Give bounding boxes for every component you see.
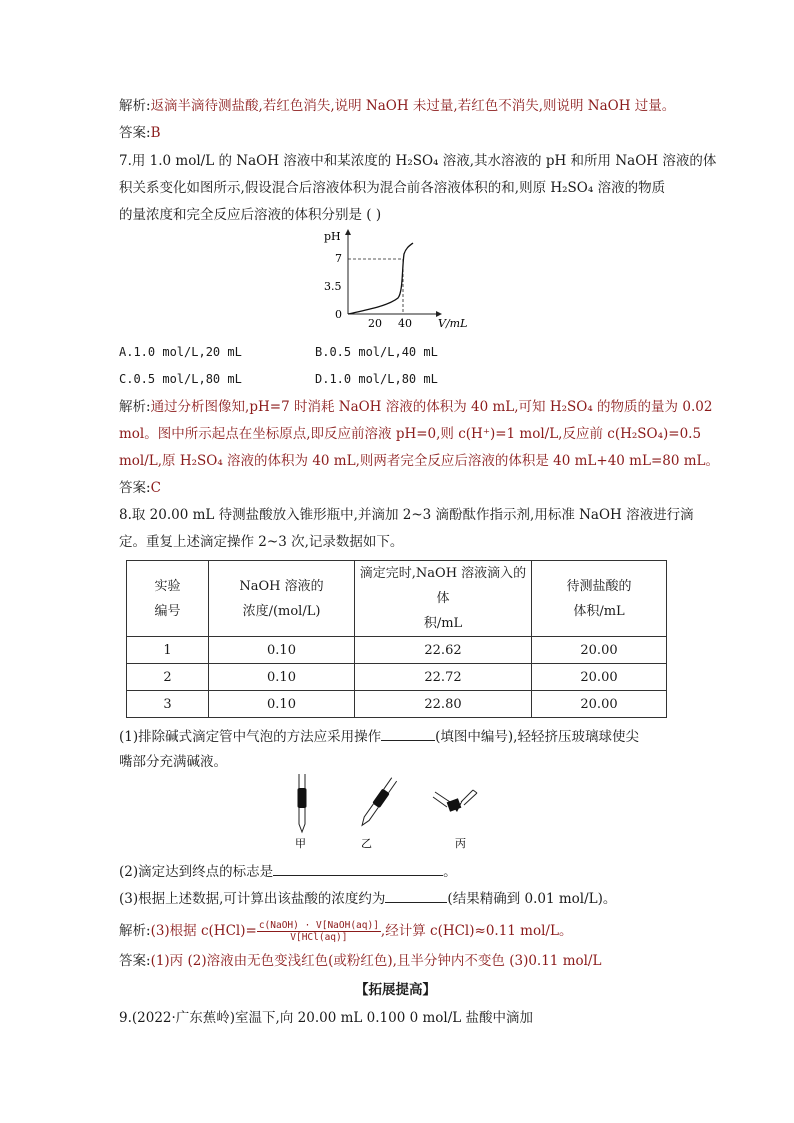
y-tick-3.5: 3.5 xyxy=(324,280,342,293)
answer-label: 答案: xyxy=(119,125,151,141)
answer-label: 答案: xyxy=(119,953,151,969)
q8-sub1-line1: (1)排除碱式滴定管中气泡的方法应采用操作 (填图中编号),轻轻挤压玻璃球使尖 xyxy=(119,725,639,747)
option-c: C.0.5 mol/L,80 mL xyxy=(119,372,242,386)
q8-line1: 8.取 20.00 mL 待测盐酸放入锥形瓶中,并滴加 2~3 滴酚酞作指示剂,用标准 NaOH 溶液进行滴 xyxy=(119,507,694,523)
answer-value: C xyxy=(150,480,161,496)
table-header-cell: 待测盐酸的 体积/mL xyxy=(532,561,667,637)
table-cell: 1 xyxy=(127,637,209,664)
table-cell: 22.72 xyxy=(355,664,532,691)
y-tick-7: 7 xyxy=(335,252,342,265)
burette-operation-figures xyxy=(285,772,495,852)
q8-answer xyxy=(119,951,601,971)
q8-sub1-line2: 嘴部分充满碱液。 xyxy=(119,754,227,770)
analysis-label: 解析: xyxy=(119,923,151,939)
q7-line2: 积关系变化如图所示,假设混合后溶液体积为混合前各溶液体积的和,则原 H₂SO₄ 溶液的物质 xyxy=(119,180,666,196)
option-d: D.1.0 mol/L,80 mL xyxy=(315,372,438,386)
analysis-label: 解析: xyxy=(119,399,151,415)
x-tick-40: 40 xyxy=(398,317,412,330)
burette-jia xyxy=(298,774,307,832)
answer-value: B xyxy=(150,125,161,141)
q8-sub2: (2)滴定达到终点的标志是 。 xyxy=(119,860,457,882)
q7-answer xyxy=(119,478,161,498)
burette-yi xyxy=(358,777,397,828)
table-cell: 0.10 xyxy=(209,637,355,664)
option-b: B.0.5 mol/L,40 mL xyxy=(315,345,438,359)
analysis-text: 通过分析图像知,pH=7 时消耗 NaOH 溶液的体积为 40 mL,可知 H₂SO₄ 的物质的量为 0.02 xyxy=(150,399,713,415)
ph-titration-graph xyxy=(318,228,478,334)
answer-blank xyxy=(273,860,443,876)
section-title: 【拓展提高】 xyxy=(355,982,436,998)
y-axis-arrow xyxy=(345,229,351,235)
table-cell: 20.00 xyxy=(532,691,667,718)
q8-sub3: (3)根据上述数据,可计算出该盐酸的浓度约为 (结果精确到 0.01 mol/L)。 xyxy=(119,887,616,909)
answer-label: 答案: xyxy=(119,480,151,496)
table-row xyxy=(127,664,667,691)
table-row xyxy=(127,637,667,664)
q7-analysis-3: mol/L,原 H₂SO₄ 溶液的体积为 40 mL,则两者完全反应后溶液的体积是 40 mL+40 mL=80 mL。 xyxy=(119,453,719,469)
table-header-cell: 实验 编号 xyxy=(127,561,209,637)
table-cell: 20.00 xyxy=(532,637,667,664)
table-header-row xyxy=(127,561,667,637)
titration-data-table xyxy=(126,560,667,718)
q8-analysis: 解析:(3)根据 c(HCl)= $\frac{\text{c(NaOH) · V[NaOH(aq)]}}{\text{V[HCl(aq)]}}$ ,经计算 c(HCl)≈0.11 mol/L。 xyxy=(119,920,573,943)
x-axis-label: V/mL xyxy=(438,317,468,330)
table-cell: 3 xyxy=(127,691,209,718)
q9-line1: 9.(2022·广东蕉岭)室温下,向 20.00 mL 0.100 0 mol/L 盐酸中滴加 xyxy=(119,1010,534,1026)
titration-curve xyxy=(348,243,413,314)
y-tick-0: 0 xyxy=(335,308,342,321)
figure-label-yi: 乙 xyxy=(361,837,372,850)
table-cell: 20.00 xyxy=(532,664,667,691)
figure-label-jia: 甲 xyxy=(295,837,306,850)
answer-blank xyxy=(381,725,435,741)
q7-analysis-2: mol。图中所示起点在坐标原点,即反应前溶液 pH=0,则 c(H⁺)=1 mol/L,反应前 c(H₂SO₄)=0.5 xyxy=(119,426,702,442)
analysis-text: 返滴半滴待测盐酸,若红色消失,说明 NaOH 未过量,若红色不消失,则说明 NaOH 过量。 xyxy=(150,98,676,114)
y-axis-label: pH xyxy=(324,230,341,243)
table-header-cell: NaOH 溶液的 浓度/(mol/L) xyxy=(209,561,355,637)
table-row xyxy=(127,691,667,718)
q7-analysis-1 xyxy=(119,397,712,417)
table-cell: 0.10 xyxy=(209,664,355,691)
analysis-label: 解析: xyxy=(119,98,151,114)
concentration-formula-fraction: $\frac{\text{c(NaOH) · V[NaOH(aq)]}}{\text{V[HCl(aq)]}}$ xyxy=(258,920,379,943)
option-a: A.1.0 mol/L,20 mL xyxy=(119,345,242,359)
answer-value: (1)丙 (2)溶液由无色变浅红色(或粉红色),且半分钟内不变色 (3)0.11 mol/L xyxy=(150,953,602,969)
table-cell: 22.62 xyxy=(355,637,532,664)
table-header-cell: 滴定完时,NaOH 溶液滴入的体 积/mL xyxy=(355,561,532,637)
prev-analysis xyxy=(119,96,675,116)
table-cell: 2 xyxy=(127,664,209,691)
answer-blank xyxy=(385,887,447,903)
prev-answer xyxy=(119,123,160,143)
x-tick-20: 20 xyxy=(368,317,382,330)
figure-label-bing: 丙 xyxy=(455,837,466,850)
q7-line3: 的量浓度和完全反应后溶液的体积分别是 ( ) xyxy=(119,207,382,223)
table-cell: 0.10 xyxy=(209,691,355,718)
q7-line1: 7.用 1.0 mol/L 的 NaOH 溶液中和某浓度的 H₂SO₄ 溶液,其水溶液的 pH 和所用 NaOH 溶液的体 xyxy=(119,153,717,169)
q8-line2: 定。重复上述滴定操作 2~3 次,记录数据如下。 xyxy=(119,534,404,550)
burette-bing xyxy=(433,790,477,812)
table-cell: 22.80 xyxy=(355,691,532,718)
